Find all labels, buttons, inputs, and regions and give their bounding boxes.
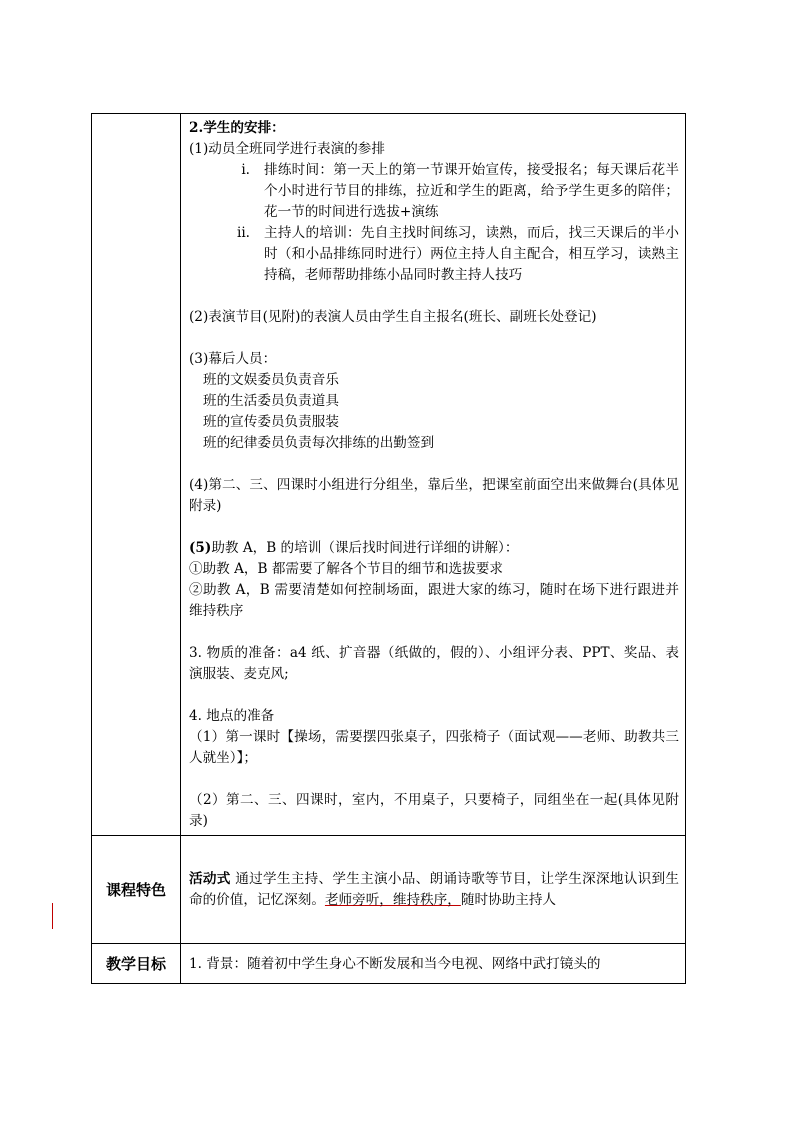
item5-title-text: 助教 A，B 的培训（课后找时间进行详细的讲解）： [211, 540, 519, 556]
features-row [92, 836, 686, 944]
subitem-number: ii. [236, 225, 250, 241]
location-item2: （2）第二、三、四课时，室内，不用桌子，只要椅子，同组坐在一起(具体见附录) [189, 792, 679, 829]
features-lead: 活动式 [189, 871, 231, 887]
staff-line: 班的生活委员负责道具 [203, 393, 339, 409]
location-title: 4. 地点的准备 [189, 708, 275, 724]
staff-line: 班的宣传委员负责服装 [203, 414, 339, 430]
materials-text: 3. 物质的准备：a4 纸、扩音器（纸做的，假的）、小组评分表、PPT、奖品、表演服装、麦克风; [189, 645, 679, 682]
features-body-1: 通过学生主持、学生主演小品、朗诵诗歌等节目，让学生深深地认识到生命的价值，记忆深刻。 [189, 871, 680, 908]
subitem-text: 排练时间：第一天上的第一节课开始宣传，接受报名；每天课后花半个小时进行节目的排练，拉近和学生的距离，给予学生更多的陪伴；花一节的时间进行选拔+演练 [264, 162, 679, 220]
item3-title: (3)幕后人员： [189, 351, 277, 367]
staff-line: 班的文娱委员负责音乐 [203, 372, 339, 388]
features-label: 课程特色 [105, 881, 166, 899]
subitem-text: 主持人的培训：先自主找时间练习，读熟，而后，找三天课后的半小时（和小品排练同时进行）两位主持人自主配合，相互学习，读熟主持稿，老师帮助排练小品同时教主持人技巧 [264, 225, 679, 283]
revision-mark [52, 903, 53, 929]
arrangement-label-cell [92, 114, 181, 836]
features-content-cell [181, 836, 686, 944]
staff-line: 班的纪律委员负责每次排练的出勤签到 [203, 435, 435, 451]
assistant-line: ①助教 A，B 都需要了解各个节目的细节和选拔要求 [189, 561, 503, 577]
goals-content-cell [181, 944, 686, 984]
item2-text: (2)表演节目(见附)的表演人员由学生自主报名(班长、副班长处登记) [189, 309, 597, 325]
item1-title: (1)动员全班同学进行表演的参排 [189, 141, 385, 157]
subitem-ii [189, 223, 679, 286]
features-text [181, 865, 685, 914]
arrangement-content-cell [181, 114, 686, 836]
item5-number: (5) [189, 540, 212, 556]
goals-text: 1. 背景：随着初中学生身心不断发展和当今电视、网络中武打镜头的 [189, 955, 601, 972]
goals-label-cell [92, 944, 181, 984]
lesson-plan-table [91, 113, 686, 984]
features-underlined: 老师旁听，维持秩序， [324, 892, 461, 908]
assistant-line: ②助教 A，B 需要清楚如何控制场面，跟进大家的练习，随时在场下进行跟进并维持秩序 [189, 582, 679, 619]
arrangement-heading: 2.学生的安排： [189, 120, 285, 136]
item4-text: (4)第二、三、四课时小组进行分组坐，靠后坐，把课室前面空出来做舞台(具体见附录) [189, 477, 679, 514]
subitem-number: i. [241, 162, 250, 178]
features-label-cell [92, 836, 181, 944]
subitem-i [189, 160, 679, 223]
goals-label: 教学目标 [105, 955, 166, 973]
goals-row [92, 944, 686, 984]
arrangement-row [92, 114, 686, 836]
features-body-2: 随时协助主持人 [460, 892, 557, 908]
location-item1: （1）第一课时【操场，需要摆四张桌子，四张椅子（面试观——老师、助教共三人就坐）】； [189, 729, 679, 766]
item5-title [189, 538, 679, 559]
